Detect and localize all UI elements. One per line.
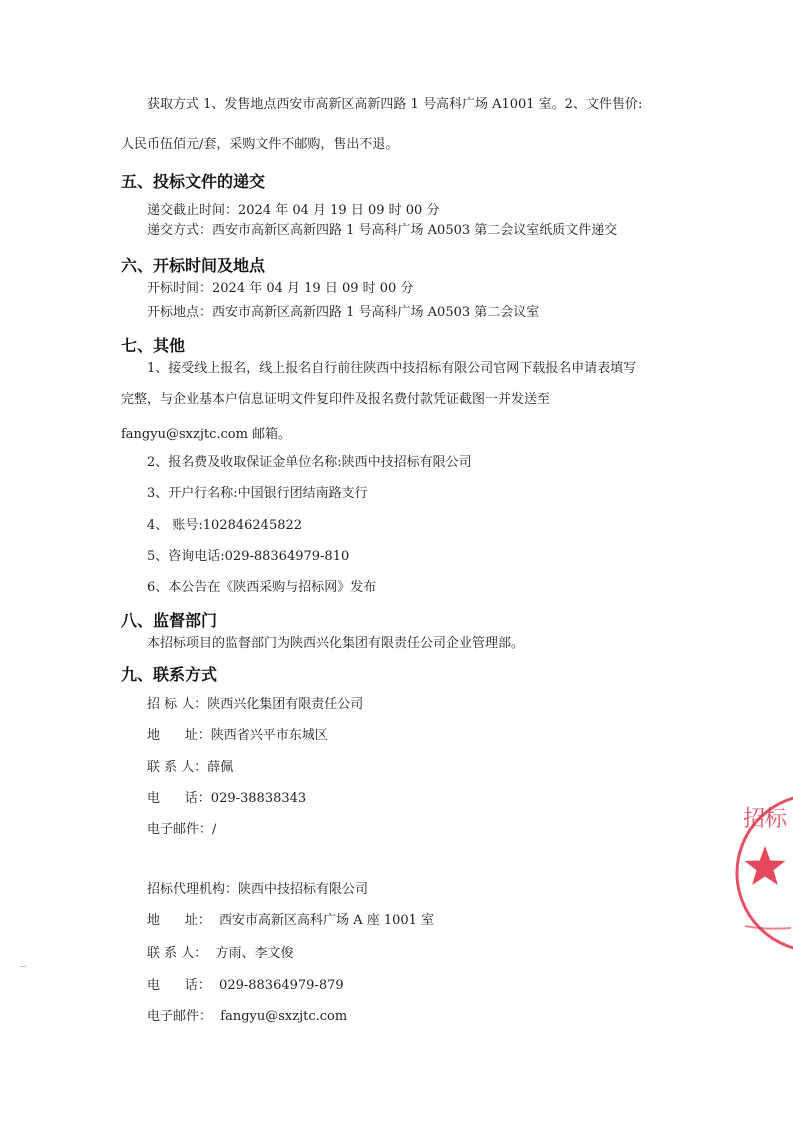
other-item-3: 3、开户行名称:中国银行团结南路支行 — [147, 486, 368, 501]
other-item-4: 4、 账号:102846245822 — [147, 518, 303, 533]
seal-text: 招标 — [743, 807, 788, 832]
section-7-heading: 七、其他 — [121, 336, 186, 355]
purchase-method-line2: 人民币伍佰元/套，采购文件不邮购，售出不退。 — [121, 137, 399, 152]
tenderer-name: 招 标 人：陕西兴化集团有限责任公司 — [147, 697, 364, 712]
opening-place: 开标地点：西安市高新区高新四路 1 号高科广场 A0503 第二会议室 — [147, 305, 540, 320]
agency-contact: 联 系 人： 方雨、李文俊 — [147, 946, 294, 961]
agency-phone: 电 话： 029-88364979-879 — [147, 978, 344, 993]
agency-address: 地 址： 西安市高新区高科广场 A 座 1001 室 — [147, 913, 435, 928]
other-item-5: 5、咨询电话:029-88364979-810 — [147, 549, 350, 564]
star-icon — [745, 846, 786, 885]
other-item-1-line3: fangyu@sxzjtc.com 邮箱。 — [121, 427, 292, 442]
other-item-1-line1: 1、接受线上报名，线上报名自行前往陕西中技招标有限公司官网下载报名申请表填写 — [147, 361, 637, 376]
other-item-1-line2: 完整，与企业基本户信息证明文件复印件及报名费付款凭证截图一并发送至 — [121, 392, 551, 407]
agency-email: 电子邮件： fangyu@sxzjtc.com — [147, 1009, 348, 1024]
opening-time: 开标时间：2024 年 04 月 19 日 09 时 00 分 — [147, 281, 414, 296]
other-item-6: 6、本公告在《陕西采购与招标网》发布 — [147, 580, 377, 595]
section-9-heading: 九、联系方式 — [121, 665, 218, 684]
section-5-heading: 五、投标文件的递交 — [121, 172, 266, 191]
tenderer-email: 电子邮件：/ — [147, 822, 217, 837]
scan-mark — [20, 966, 26, 967]
tenderer-contact: 联 系 人：薛佩 — [147, 760, 234, 775]
section-6-heading: 六、开标时间及地点 — [121, 256, 266, 275]
submission-method: 递交方式：西安市高新区高新四路 1 号高科广场 A0503 第二会议室纸质文件递交 — [147, 223, 618, 238]
agency-name: 招标代理机构：陕西中技招标有限公司 — [147, 882, 369, 897]
tenderer-phone: 电 话：029-38838343 — [147, 791, 307, 806]
other-item-2: 2、报名费及收取保证金单位名称:陕西中技招标有限公司 — [147, 455, 472, 470]
tenderer-address: 地 址：陕西省兴平市东城区 — [147, 728, 328, 743]
submission-deadline: 递交截止时间：2024 年 04 月 19 日 09 时 00 分 — [147, 203, 440, 218]
section-8-heading: 八、监督部门 — [121, 611, 218, 630]
supervision-text: 本招标项目的监督部门为陕西兴化集团有限责任公司企业管理部。 — [147, 636, 525, 651]
company-seal — [735, 788, 793, 958]
purchase-method-line1: 获取方式 1、发售地点西安市高新区高新四路 1 号高科广场 A1001 室。2、文件售价: — [147, 97, 643, 112]
